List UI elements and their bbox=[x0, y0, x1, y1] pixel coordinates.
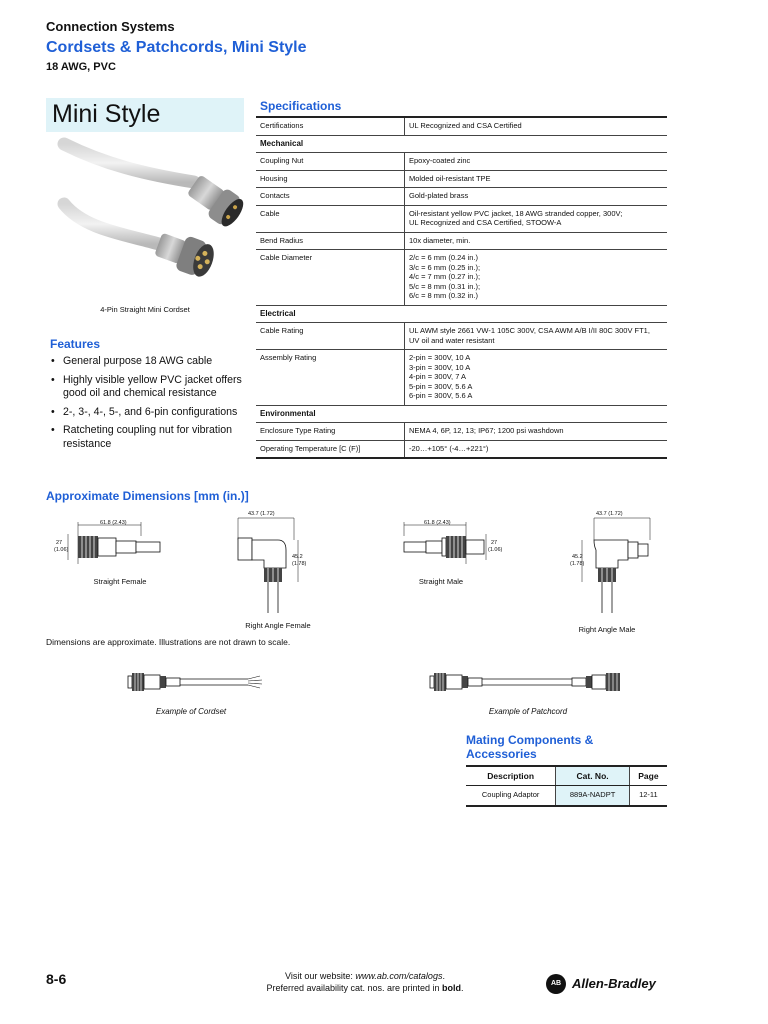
mating-col-page: Page bbox=[629, 766, 667, 786]
feature-item: • Ratcheting coupling nut for vibration resistance bbox=[46, 424, 246, 451]
spec-value bbox=[405, 170, 668, 188]
spec-group-label: Electrical bbox=[256, 305, 667, 323]
spec-value bbox=[405, 323, 668, 350]
preferred-bold: bold bbox=[442, 983, 462, 993]
spec-value-line: NEMA 4, 6P, 12, 13; IP67; 1200 psi washdown bbox=[409, 426, 564, 435]
mating-description: Coupling Adaptor bbox=[466, 786, 556, 807]
section-label: Connection Systems bbox=[46, 19, 175, 34]
table-row bbox=[256, 153, 667, 171]
straight-male-diameter: 27 bbox=[491, 540, 498, 546]
right-angle-female-drawing bbox=[228, 510, 318, 615]
spec-value bbox=[405, 350, 668, 406]
straight-female-caption: Straight Female bbox=[93, 577, 147, 586]
spec-value bbox=[405, 440, 668, 458]
feature-item: • Highly visible yellow PVC jacket offers good oil and chemical resistance bbox=[46, 374, 246, 401]
spec-label: Coupling Nut bbox=[256, 153, 405, 171]
spec-label: Assembly Rating bbox=[256, 350, 405, 406]
cordset-example-caption: Example of Cordset bbox=[155, 707, 227, 716]
spec-value-line: Molded oil-resistant TPE bbox=[409, 173, 491, 183]
straight-male-length: 61.8 (2.43) bbox=[424, 520, 451, 526]
straight-female-diameter-in: (1.06) bbox=[54, 547, 69, 553]
preferred-suffix: . bbox=[461, 983, 464, 993]
page-subtitle: 18 AWG, PVC bbox=[46, 61, 116, 73]
right-angle-female-height-in: (1.78) bbox=[292, 561, 307, 567]
website-suffix: . bbox=[442, 971, 445, 981]
spec-value-line: -20…+105° (-4…+221°) bbox=[409, 443, 489, 453]
website-link[interactable]: www.ab.com/catalogs bbox=[355, 971, 443, 981]
spec-value-line: 5-pin = 300V, 5.6 A bbox=[409, 381, 473, 391]
style-label-box bbox=[46, 98, 244, 132]
photo-caption: 4-Pin Straight Mini Cordset bbox=[100, 305, 190, 314]
table-row bbox=[256, 323, 667, 350]
spec-value-line: 3/c = 6 mm (0.25 in.); bbox=[409, 262, 481, 272]
page-title: Cordsets & Patchcords, Mini Style bbox=[46, 39, 307, 56]
right-angle-female-width: 43.7 (1.72) bbox=[248, 511, 275, 517]
spec-value-line: Epoxy-coated zinc bbox=[409, 156, 471, 165]
dimensions-heading: Approximate Dimensions [mm (in.)] bbox=[46, 489, 249, 503]
spec-value bbox=[405, 188, 668, 206]
table-row bbox=[256, 250, 667, 306]
straight-male-caption: Straight Male bbox=[418, 577, 464, 586]
table-row bbox=[466, 786, 667, 807]
preferred-line bbox=[220, 982, 510, 994]
style-label: Mini Style bbox=[52, 100, 161, 128]
table-row bbox=[256, 205, 667, 232]
spec-group-label: Mechanical bbox=[256, 135, 667, 153]
right-angle-female-height: 45.2 bbox=[292, 554, 303, 560]
table-row bbox=[256, 440, 667, 458]
specifications-table bbox=[256, 116, 667, 459]
spec-label: Enclosure Type Rating bbox=[256, 423, 405, 441]
spec-value-line: UL AWM style 2661 VW-1 105C 300V, CSA AWM A/B I/II 80C 300V FT1, bbox=[409, 326, 650, 335]
dimensions-note: Dimensions are approximate. Illustrations are not drawn to scale. bbox=[46, 637, 291, 647]
spec-group-row bbox=[256, 135, 667, 153]
mating-col-description: Description bbox=[466, 766, 556, 786]
spec-group-row bbox=[256, 405, 667, 423]
spec-value-line: 4-pin = 300V, 7 A bbox=[409, 372, 467, 381]
allen-bradley-logo bbox=[546, 974, 668, 996]
mating-col-cat-no: Cat. No. bbox=[556, 766, 630, 786]
right-angle-male-height: 45.2 bbox=[572, 554, 583, 560]
straight-male-drawing bbox=[394, 516, 514, 574]
spec-value-line: 6-pin = 300V, 5.6 A bbox=[409, 391, 473, 400]
spec-value bbox=[405, 250, 668, 306]
logo-text: Allen-Bradley bbox=[572, 976, 656, 991]
patchcord-example-caption: Example of Patchcord bbox=[488, 707, 568, 716]
footer-text bbox=[220, 970, 510, 994]
features-heading: Features bbox=[50, 337, 101, 351]
spec-label: Cable Rating bbox=[256, 323, 405, 350]
table-row bbox=[256, 232, 667, 250]
right-angle-male-height-in: (1.78) bbox=[570, 561, 585, 567]
patchcord-example-drawing bbox=[428, 668, 626, 696]
feature-item: • 2-, 3-, 4-, 5-, and 6-pin configurations bbox=[46, 406, 246, 420]
table-row bbox=[256, 350, 667, 406]
features-list bbox=[46, 355, 246, 456]
spec-value-line: UL Recognized and CSA Certified, STOOW-A bbox=[409, 218, 562, 227]
right-angle-male-caption: Right Angle Male bbox=[578, 625, 636, 634]
spec-label: Housing bbox=[256, 170, 405, 188]
straight-female-drawing bbox=[56, 516, 176, 574]
spec-group-row bbox=[256, 305, 667, 323]
right-angle-female-caption: Right Angle Female bbox=[245, 621, 311, 630]
mating-page: 12-11 bbox=[629, 786, 667, 807]
feature-item: • General purpose 18 AWG cable bbox=[46, 355, 246, 369]
spec-label: Bend Radius bbox=[256, 232, 405, 250]
right-angle-male-drawing bbox=[566, 510, 656, 615]
right-angle-male-width: 43.7 (1.72) bbox=[596, 511, 623, 517]
spec-value bbox=[405, 423, 668, 441]
spec-label: Certifications bbox=[256, 117, 405, 135]
spec-value bbox=[405, 153, 668, 171]
preferred-prefix: Preferred availability cat. nos. are printed in bbox=[266, 983, 443, 993]
page-number: 8-6 bbox=[46, 971, 67, 987]
spec-label: Cable Diameter bbox=[256, 250, 405, 306]
spec-value-line: Oil-resistant yellow PVC jacket, 18 AWG stranded copper, 300V; bbox=[409, 208, 623, 218]
spec-value-line: UV oil and water resistant bbox=[409, 335, 495, 345]
table-row bbox=[256, 117, 667, 135]
spec-value-line: 3-pin = 300V, 10 A bbox=[409, 362, 471, 372]
straight-male-diameter-in: (1.06) bbox=[488, 547, 503, 553]
spec-value bbox=[405, 117, 668, 135]
spec-value-line: 6/c = 8 mm (0.32 in.) bbox=[409, 291, 478, 300]
spec-value-line: UL Recognized and CSA Certified bbox=[409, 121, 522, 130]
spec-value-line: 5/c = 8 mm (0.31 in.); bbox=[409, 281, 481, 291]
spec-label: Operating Temperature [C (F)] bbox=[256, 440, 405, 458]
table-row bbox=[256, 170, 667, 188]
table-row bbox=[256, 423, 667, 441]
cordset-example-drawing bbox=[126, 668, 266, 696]
spec-value bbox=[405, 205, 668, 232]
cordset-photo bbox=[64, 134, 254, 302]
mating-cat-no: 889A-NADPT bbox=[556, 786, 630, 807]
spec-value-line: Gold-plated brass bbox=[409, 191, 469, 200]
spec-value-line: 10x diameter, min. bbox=[409, 235, 471, 245]
spec-value-line: 2-pin = 300V, 10 A bbox=[409, 353, 471, 362]
mating-table bbox=[466, 765, 667, 807]
spec-label: Contacts bbox=[256, 188, 405, 206]
specifications-heading: Specifications bbox=[260, 99, 342, 113]
spec-value-line: 2/c = 6 mm (0.24 in.) bbox=[409, 253, 478, 262]
website-line bbox=[220, 970, 510, 982]
straight-female-diameter: 27 bbox=[56, 540, 63, 546]
ab-badge-icon: AB bbox=[546, 974, 566, 994]
website-prefix: Visit our website: bbox=[285, 971, 356, 981]
spec-label: Cable bbox=[256, 205, 405, 232]
spec-value-line: 4/c = 7 mm (0.27 in.); bbox=[409, 272, 481, 281]
spec-group-label: Environmental bbox=[256, 405, 667, 423]
mating-heading: Mating Components & Accessories bbox=[466, 733, 594, 761]
table-row bbox=[256, 188, 667, 206]
straight-female-length: 61.8 (2.43) bbox=[100, 520, 127, 526]
spec-value bbox=[405, 232, 668, 250]
